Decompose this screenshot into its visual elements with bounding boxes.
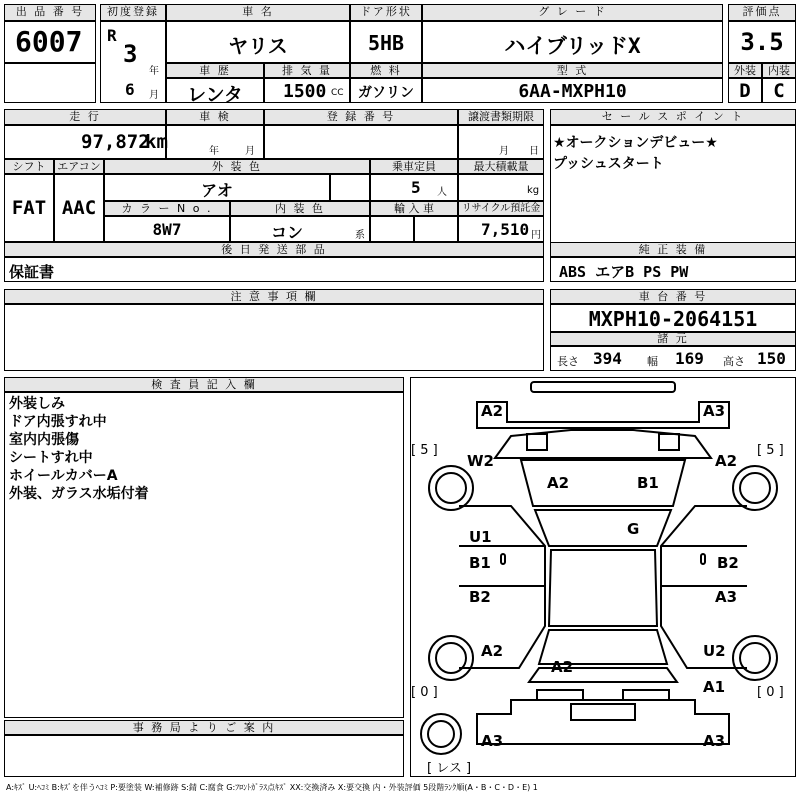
int-color-cell [230,216,370,242]
notes-cell [4,304,544,371]
dims-label: 諸 元 [550,332,796,346]
office-cell [4,735,404,777]
mark: A2 [547,474,570,492]
fuel-label: 燃 料 [350,63,422,78]
ext-color-label: 外 装 色 [104,159,370,174]
reg-no-label: 登 録 番 号 [264,109,458,125]
mark: A3 [703,402,726,420]
car-name-label: 車 名 [166,4,350,21]
int-color-label: 内 装 色 [230,201,370,216]
genuine: ABS エアB PS PW [559,263,689,281]
grade-label: グ レ ー ド [422,4,723,21]
kei-unit: 系 [355,230,365,241]
later-parts-cell [4,257,544,282]
inspector-note: 外装、ガラス水垢付着 [9,486,149,502]
aircon-label: エアコン [54,159,104,174]
ext-color: アオ [201,181,233,200]
notes-label: 注 意 事 項 欄 [4,289,544,304]
model-label: 型 式 [422,63,723,78]
mark: A1 [703,678,726,696]
insp-month-unit: 月 [245,146,255,157]
mark: U1 [469,528,492,546]
recycle: 7,510 [481,220,530,239]
mark: B2 [717,554,739,572]
inspection-cell [166,125,264,159]
kg-unit: kg [527,185,540,196]
grade-cell [422,21,723,63]
height: 150 [757,349,786,368]
int-color: コン [271,223,304,242]
lot-no-blank [4,63,96,103]
capacity-label: 乗車定員 [370,159,458,174]
sales-point-2: プッシュスタート [553,156,664,172]
exterior-grade: D [739,80,751,102]
car-name: ヤリス [228,34,288,58]
legend: A:ｷｽﾞ U:ﾍｺﾐ B:ｷｽﾞを伴うﾍｺﾐ P:要塗装 W:補修跡 S:錆 C:腐食 G:ﾌﾛﾝﾄｶﾞﾗｽ点ｷｽﾞ XX:交換済み X:要交換 内・外装評価 5段階ﾗﾝｸ順(A・B・C・D・E) 1 [6,783,538,792]
car-diagram [411,378,795,776]
mileage-cell [4,125,166,159]
later-parts-label: 後 日 発 送 部 品 [4,242,544,257]
mark: A3 [481,732,504,750]
persons-unit: 人 [437,187,447,198]
mark: G [627,520,640,538]
cc-unit: CC [331,88,344,98]
lot-no: 6007 [15,25,83,58]
chassis-label: 車 台 番 号 [550,289,796,304]
interior-label: 内装 [762,63,796,78]
mark: B2 [469,588,491,606]
year-unit: 年 [149,66,159,77]
tire-rl-label: [ 0 ] [411,685,438,700]
fuel-cell [350,78,422,103]
first-reg-label: 初度登録 [100,4,166,21]
inspector-note: ドア内張すれ中 [9,414,107,430]
tire-fr-label: [ 5 ] [757,443,784,458]
km-unit: km [145,131,168,153]
dims-cell [550,346,796,371]
import-cell-2 [414,216,458,242]
interior-grade: C [773,80,785,102]
shift-cell [4,174,54,242]
genuine-cell [550,257,796,282]
chassis: MXPH10-2064151 [588,307,758,331]
tire-labels [411,443,784,776]
height-label: 高さ [723,355,745,368]
ext-color-cell [104,174,330,201]
max-load-cell [458,174,544,201]
inspector-note: 室内内張傷 [9,432,79,448]
inspector-note: 外装しみ [9,396,65,412]
first-reg-cell [100,21,166,103]
displacement-cell [264,78,350,103]
exterior-label: 外装 [728,63,762,78]
mark: A2 [715,452,738,470]
recycle-cell [458,216,544,242]
history: レンタ [187,84,243,106]
inspector-notes [5,393,403,503]
door-type: 5HB [367,31,405,55]
damage-marks [467,402,739,750]
insp-year-unit: 年 [209,146,219,157]
rating-label: 評価点 [728,4,796,21]
car-diagram-box [410,377,796,777]
inspection-label: 車 検 [166,109,264,125]
displacement-label: 排 気 量 [264,63,350,78]
office-label: 事 務 局 よ り ご 案 内 [4,720,404,735]
history-cell [166,78,264,106]
mark: U2 [703,642,726,660]
ext-color-extra [330,174,370,201]
later-parts: 保証書 [9,263,55,281]
sales-point-1: ★オークションデビュー★ [553,135,718,151]
sales-point-cell [550,125,796,255]
length-label: 長さ [557,355,579,368]
model-cell [422,78,723,103]
reg-year: 3 [123,40,138,68]
capacity-cell [370,174,458,201]
rating: 3.5 [740,28,784,56]
sales-point-label: セ ー ル ス ポ イ ン ト [550,109,796,125]
width-label: 幅 [647,355,658,368]
shift-label: シフト [4,159,54,174]
recycle-label: リサイクル預託金 [458,201,544,216]
yen-unit: 円 [531,230,541,241]
inspector-note: シートすれ中 [9,450,93,466]
reg-no-cell [264,125,458,159]
grade: ハイブリッドX [504,34,641,58]
color-no-label: カ ラ ー N o . [104,201,230,216]
inspector-label: 検 査 員 記 入 欄 [4,377,404,392]
inspector-note: ホイールカバーA [9,468,118,484]
rating-cell [728,21,796,63]
car-name-cell [166,21,350,63]
import-cell-1 [370,216,414,242]
mark: A2 [551,658,574,676]
transfer-day-unit: 日 [529,146,539,157]
color-no-cell [104,216,230,242]
era: R [107,26,117,45]
mileage: 97,872 [81,131,150,153]
mark: A2 [481,642,504,660]
length: 394 [593,349,622,368]
mark: W2 [467,452,494,470]
aircon: AAC [61,197,97,219]
interior-grade-cell [762,78,796,103]
capacity: 5 [411,178,421,197]
tire-fl-label: [ 5 ] [411,443,438,458]
transfer-label: 譲渡書類期限 [458,109,544,125]
mark: B1 [637,474,659,492]
reg-month: 6 [125,80,135,99]
tire-rr-label: [ 0 ] [757,685,784,700]
history-label: 車 歴 [166,63,264,78]
fuel: ガソリン [358,85,414,101]
import-label: 輸 入 車 [370,201,458,216]
transfer-month-unit: 月 [499,146,509,157]
lot-no-cell [4,21,96,63]
door-type-label: ドア形状 [350,4,422,21]
mark: A3 [715,588,738,606]
door-type-cell [350,21,422,63]
aircon-cell [54,174,104,242]
genuine-label: 純 正 装 備 [550,242,796,257]
model: 6AA-MXPH10 [518,81,627,102]
transfer-cell [458,125,544,159]
shift: FAT [11,197,47,219]
month-unit: 月 [149,90,159,101]
chassis-cell [550,304,796,332]
lot-no-label: 出 品 番 号 [4,4,96,21]
spare-label: [ レス ] [427,761,472,776]
max-load-label: 最大積載量 [458,159,544,174]
inspector-cell [4,392,404,718]
mark: A3 [703,732,726,750]
mark: B1 [469,554,491,572]
displacement: 1500 [283,81,327,102]
width: 169 [675,349,704,368]
mileage-label: 走 行 [4,109,166,125]
mark: A2 [481,402,504,420]
color-no: 8W7 [152,220,182,239]
exterior-grade-cell [728,78,762,103]
